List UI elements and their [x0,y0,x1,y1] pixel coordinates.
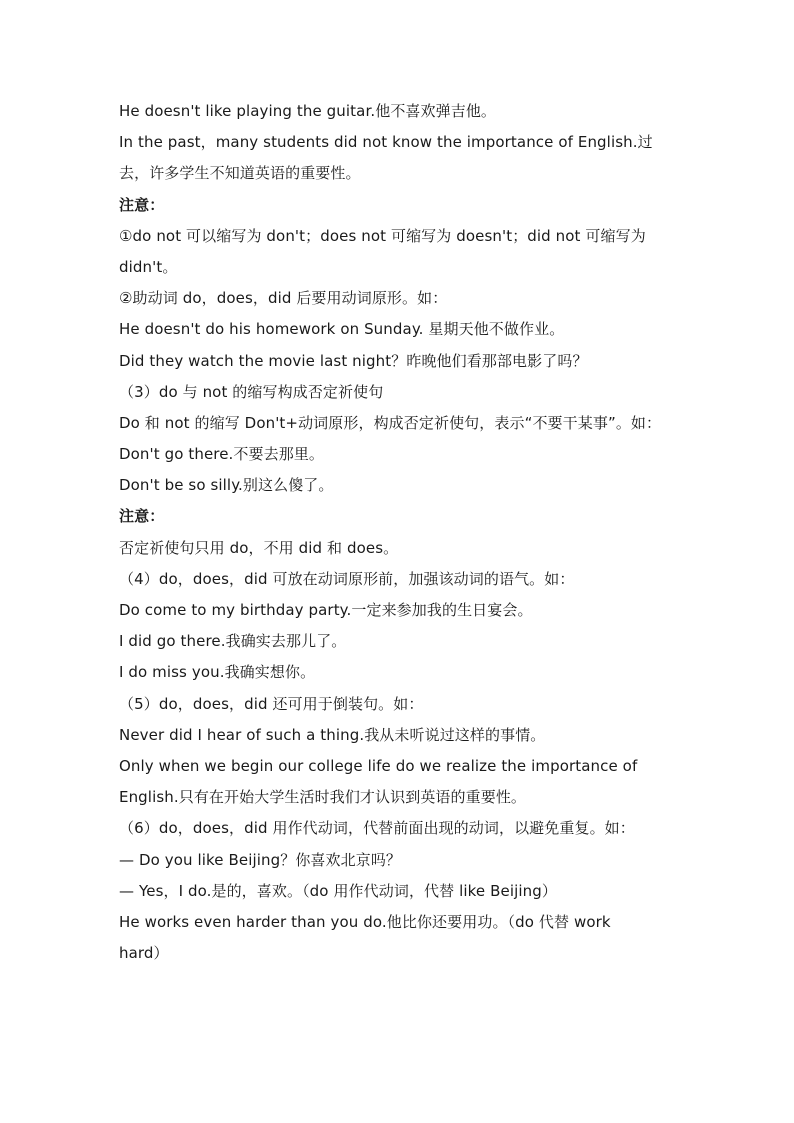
text-line-9: Did they watch the movie last night？昨晚他们看那部电影了吗？ [119,351,588,370]
text-line-7: ②助动词 do，does，did 后要用动词原形。如： [119,289,448,308]
section-heading-4: （4）do，does，did 可放在动词原形前，加强该动词的语气。如： [119,569,575,588]
text-line-12: Don't go there.不要去那里。 [119,445,325,464]
text-line-25: — Do you like Beijing？你喜欢北京吗？ [119,850,402,869]
text-line-21: Never did I hear of such a thing.我从未听说过这样的事情。 [119,725,546,744]
text-line-13: Don't be so silly.别这么傻了。 [119,476,334,495]
document-body [119,96,679,969]
note-heading-1: 注意： [119,195,165,214]
text-line-1: He doesn't like playing the guitar.他不喜欢弹吉他。 [119,102,497,120]
section-heading-3: （3）do 与 not 的缩写构成否定祈使句 [119,382,384,401]
note-heading-2: 注意： [119,507,165,526]
text-line-28: hard） [119,944,169,963]
text-line-17: Do come to my birthday party.一定来参加我的生日宴会。 [119,601,533,619]
text-line-23: English.只有在开始大学生活时我们才认识到英语的重要性。 [119,788,527,807]
text-line-18: I did go there.我确实去那儿了。 [119,632,347,651]
section-heading-5: （5）do，does，did 还可用于倒装句。如： [119,694,424,713]
text-line-5: ①do not 可以缩写为 don't；does not 可缩写为 doesn't；did not 可缩写为 [119,226,646,245]
text-line-3: 去，许多学生不知道英语的重要性。 [119,164,361,183]
text-line-6: didn't。 [119,257,178,276]
text-line-15: 否定祈使句只用 do，不用 did 和 does。 [119,538,399,557]
text-line-11: Do 和 not 的缩写 Don't+动词原形，构成否定祈使句，表示“不要干某事”。如： [119,413,662,432]
text-line-8: He doesn't do his homework on Sunday. 星期天他不做作业。 [119,320,565,339]
text-line-19: I do miss you.我确实想你。 [119,663,316,682]
text-line-22: Only when we begin our college life do we realize the importance of [119,756,638,775]
section-heading-6: （6）do，does，did 用作代动词，代替前面出现的动词，以避免重复。如： [119,819,635,838]
text-line-26: — Yes，I do.是的，喜欢。（do 用作代动词，代替 like Beijing） [119,881,557,900]
text-line-2: In the past，many students did not know the importance of English.过 [119,133,653,152]
text-line-27: He works even harder than you do.他比你还要用功。（do 代替 work [119,912,611,931]
